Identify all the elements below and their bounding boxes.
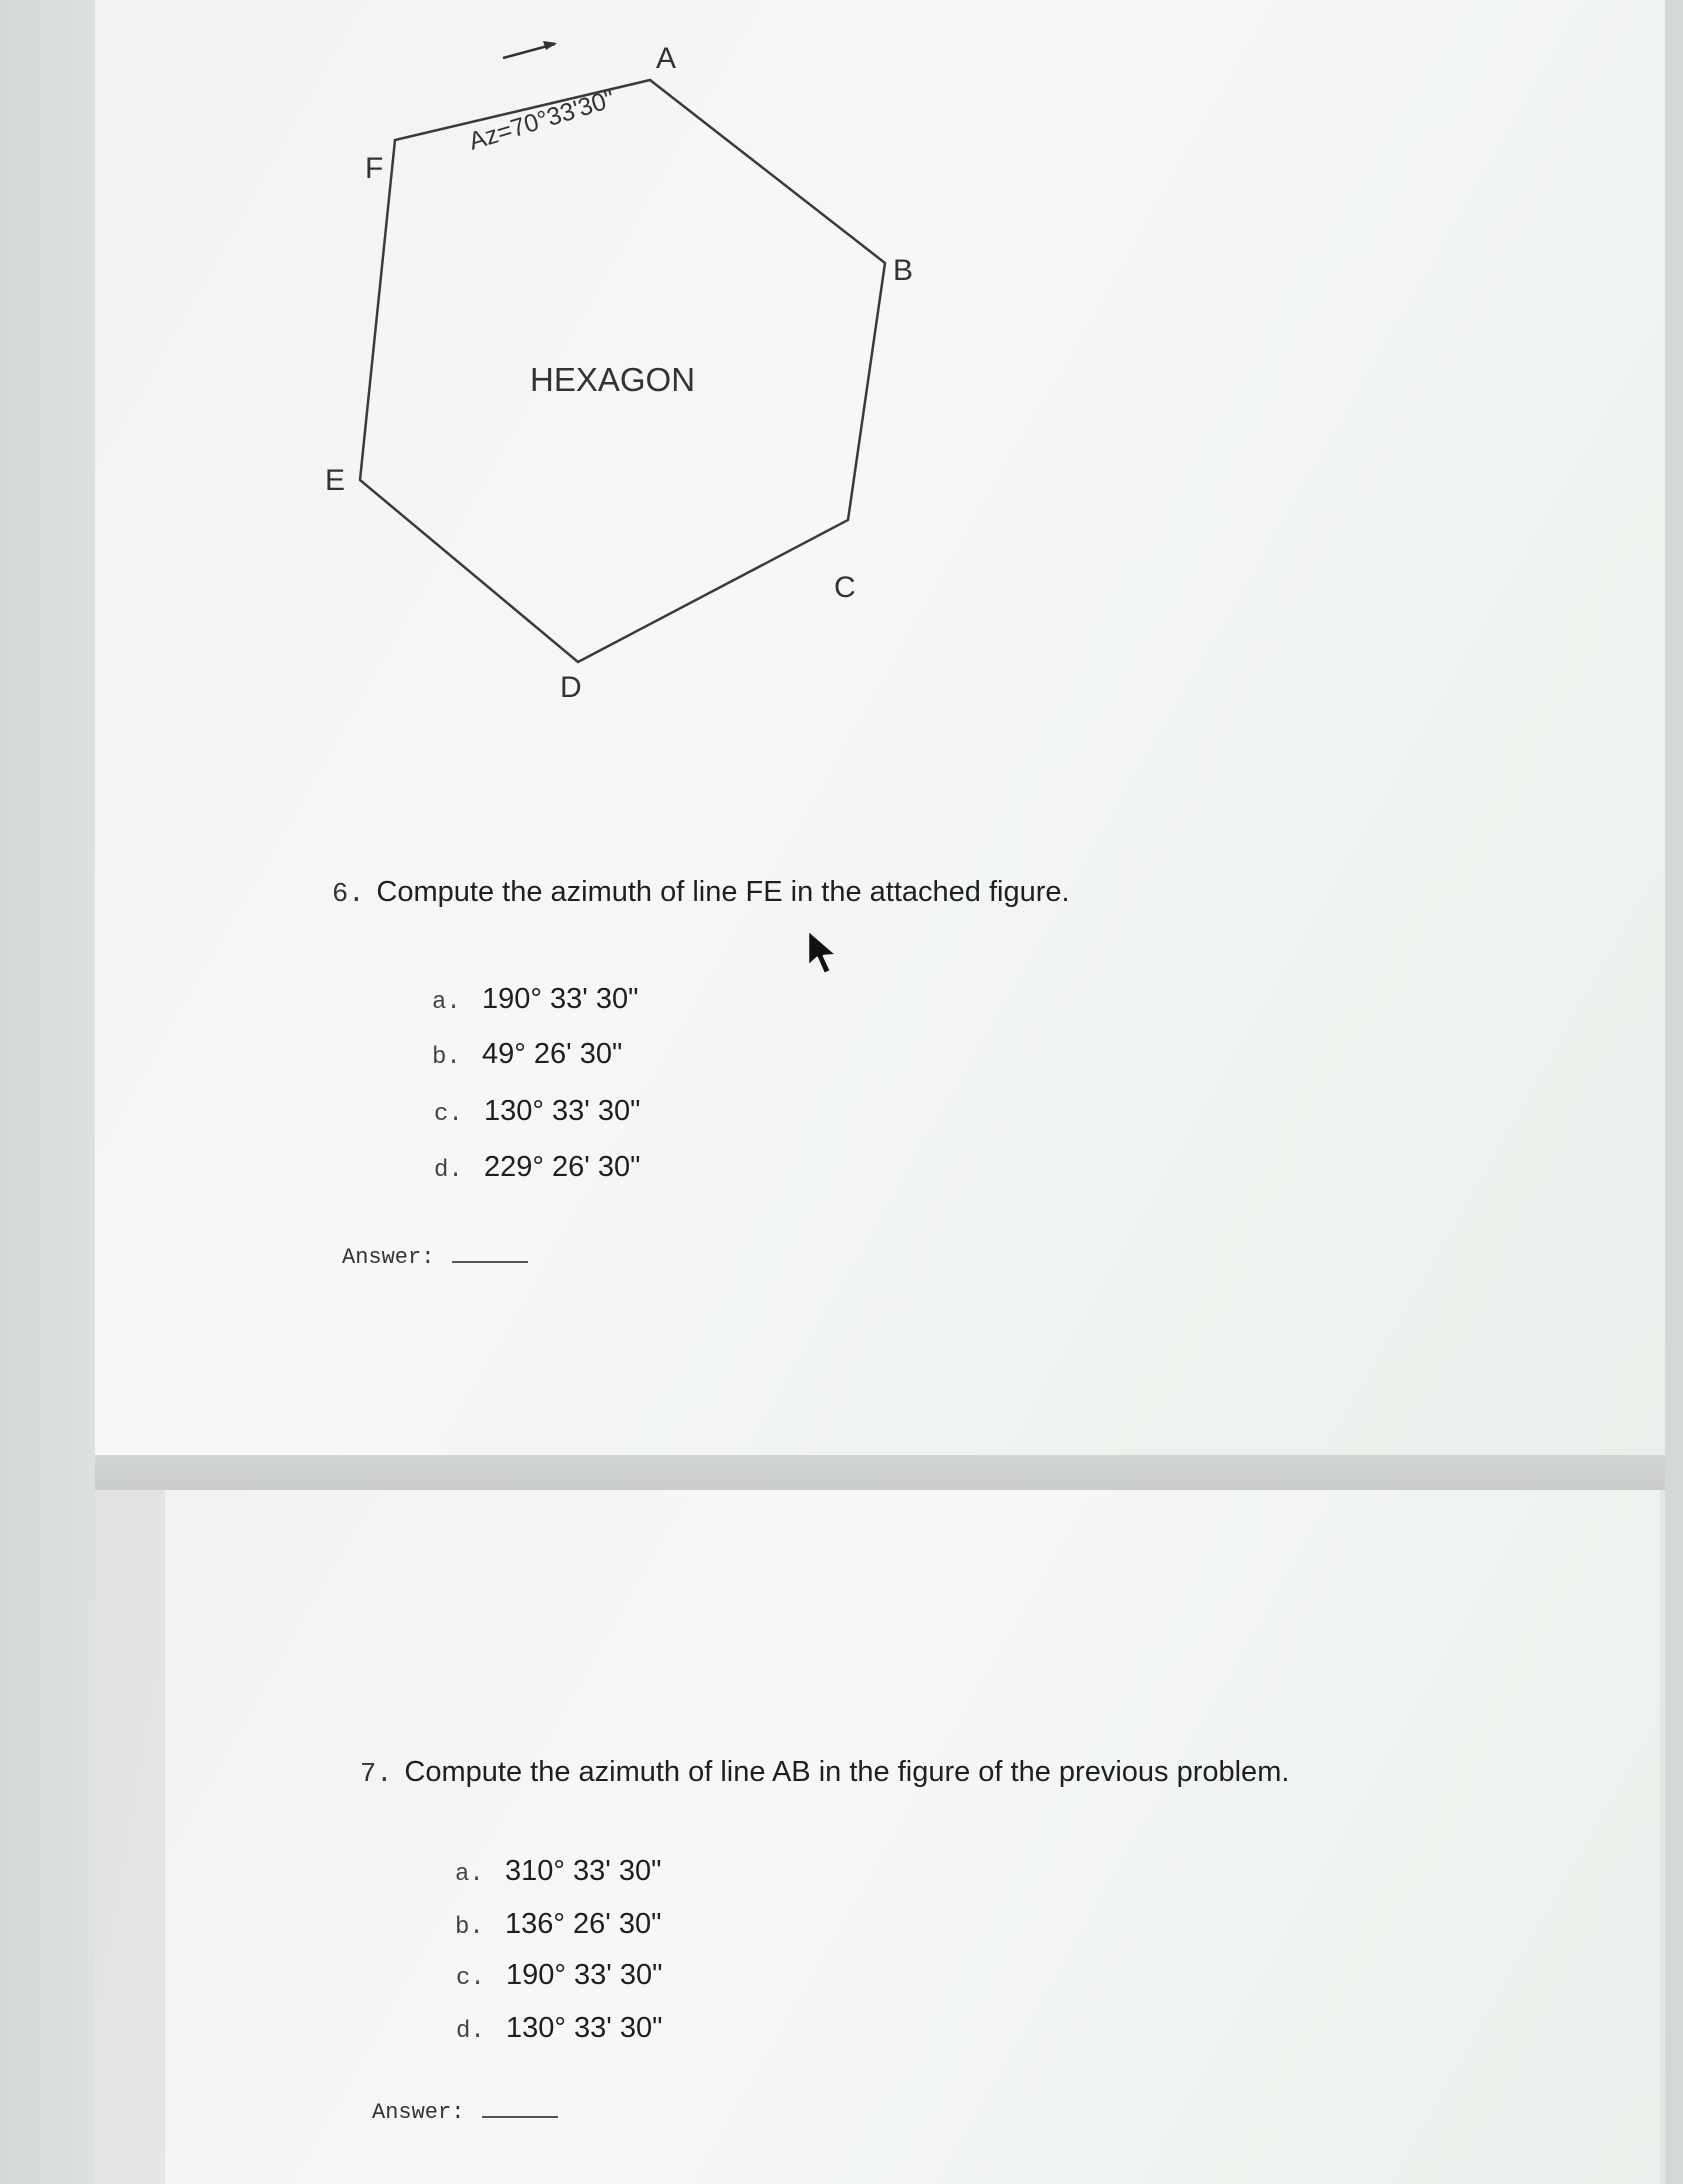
answer-blank[interactable] [452,1241,528,1263]
option-7b[interactable] [455,1908,661,1941]
question-text: Compute the azimuth of line FE in the attached figure. [376,876,1070,908]
option-6a[interactable] [432,983,638,1016]
option-text: 130° 33' 30" [484,1095,641,1127]
question-text: Compute the azimuth of line AB in the figure of the previous problem. [404,1756,1290,1788]
figure-title: HEXAGON [530,361,696,398]
option-letter: c. [456,1965,485,1992]
option-text: 130° 33' 30" [506,2012,663,2044]
option-letter: c. [434,1101,463,1128]
vertex-label-f: F [365,152,384,185]
north-arrow-head [543,41,557,50]
answer-label: Answer: [342,1245,435,1270]
question-number: 6. [332,880,365,910]
option-6b[interactable] [432,1038,622,1071]
question-number: 7. [360,1760,393,1790]
answer-row-7 [372,2096,558,2125]
option-text: 136° 26' 30" [505,1908,662,1940]
option-7d[interactable] [456,2012,662,2045]
option-6c[interactable] [434,1095,640,1128]
azimuth-label: Az=70°33'30" [465,84,619,156]
question-6 [332,876,1070,910]
vertex-label-b: B [893,254,914,287]
option-letter: a. [432,989,461,1016]
option-text: 229° 26' 30" [484,1151,641,1183]
mouse-pointer-icon [806,928,846,978]
answer-label: Answer: [372,2100,465,2125]
option-7c[interactable] [456,1959,662,1992]
option-letter: a. [455,1861,484,1888]
option-6d[interactable] [434,1151,640,1184]
question-card-7 [165,1490,1660,2184]
vertex-label-c: C [834,571,856,604]
option-text: 190° 33' 30" [506,1959,663,1991]
option-letter: d. [434,1157,463,1184]
option-letter: b. [432,1044,461,1071]
option-text: 310° 33' 30" [505,1855,662,1887]
question-7 [360,1756,1289,1790]
option-7a[interactable] [455,1855,661,1888]
answer-row-6 [342,1241,528,1270]
option-text: 49° 26' 30" [482,1038,623,1070]
hexagon-figure [0,0,1683,760]
vertex-label-a: A [656,42,677,75]
option-text: 190° 33' 30" [482,983,639,1015]
answer-blank[interactable] [482,2096,558,2118]
card-separator [95,1455,1665,1490]
vertex-label-e: E [325,464,346,497]
option-letter: d. [456,2018,485,2045]
vertex-label-d: D [560,671,582,704]
option-letter: b. [455,1914,484,1941]
